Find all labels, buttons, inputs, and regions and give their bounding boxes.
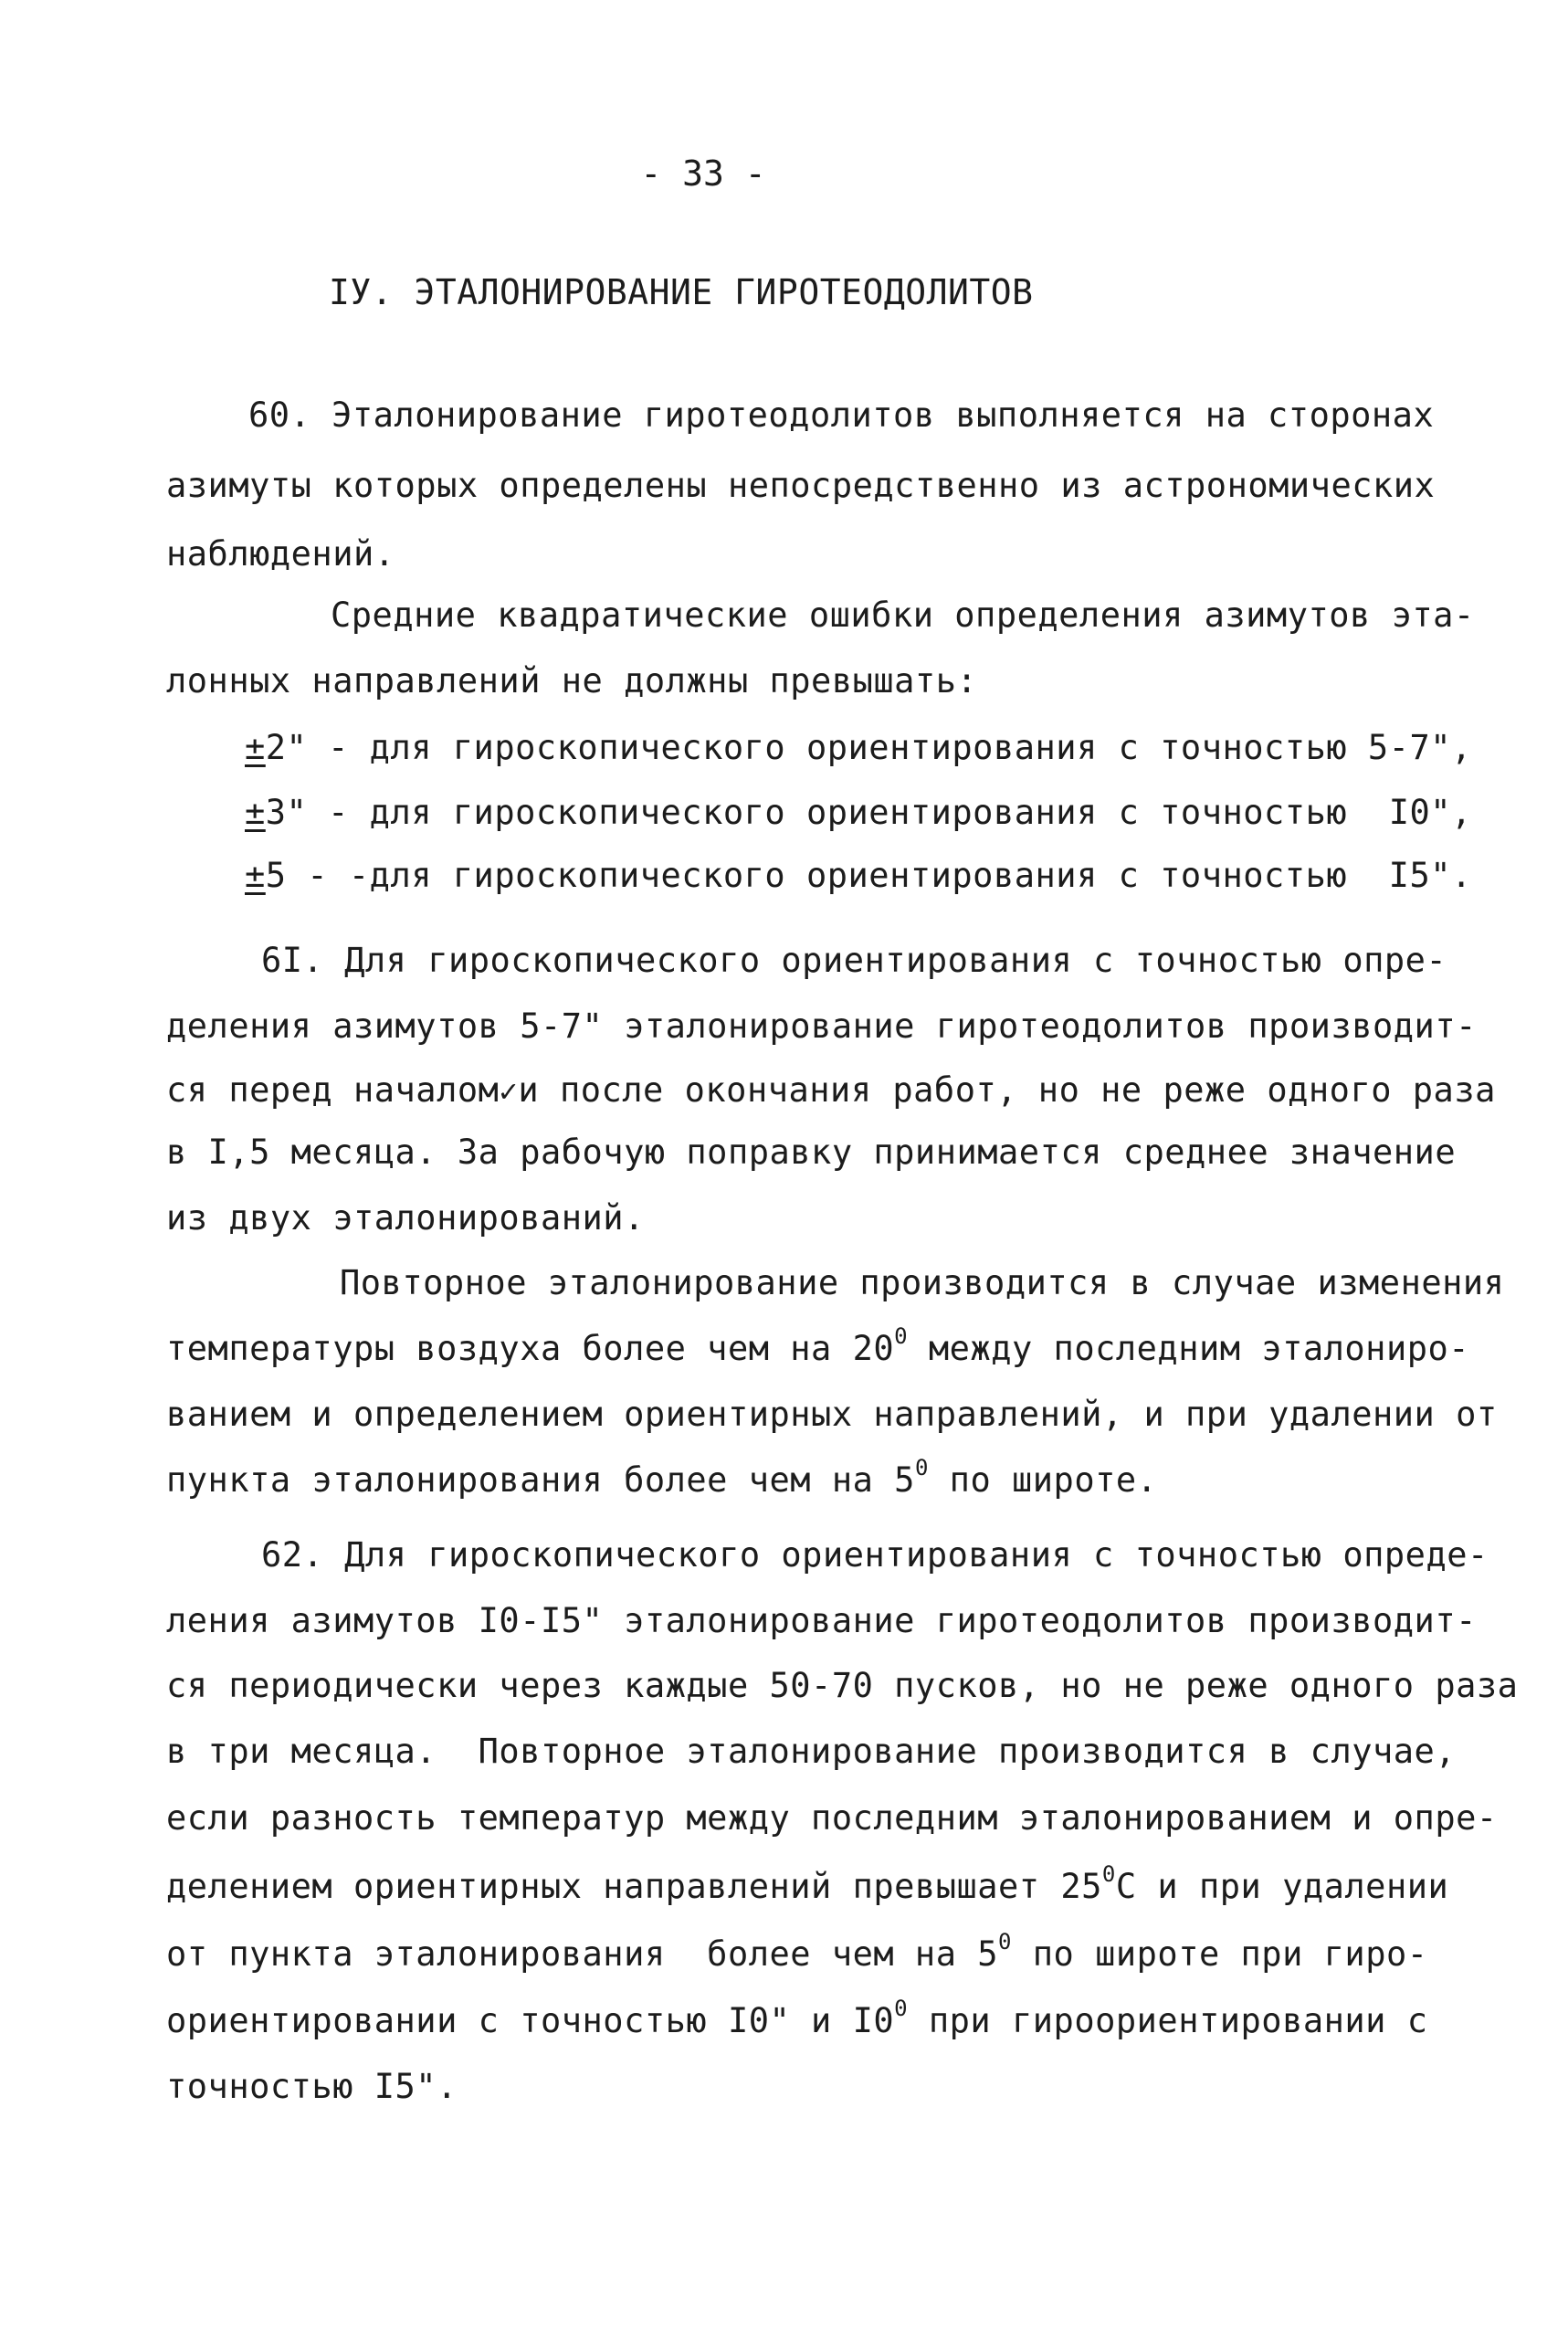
p60-line-4: Средние квадратические ошибки определения азимутов эта- — [331, 595, 1475, 635]
p62-line-3: ся периодически через каждые 50-70 пусков, но не реже одного раза — [166, 1666, 1519, 1705]
p60-line-2: азимуты которых определены непосредственно из астрономических — [166, 466, 1436, 505]
p61-line-9-end: по широте. — [928, 1460, 1158, 1500]
p62-line-6 — [166, 1861, 1449, 1906]
tolerance-text: - -для гироскопического ориентирования с точностью I5". — [286, 856, 1472, 895]
p61-line-7 — [166, 1323, 1470, 1368]
page-number: - 33 - — [640, 153, 766, 194]
tolerance-value: 3" — [265, 793, 308, 832]
p62-line-7-end: по широте при гиро- — [1012, 1934, 1428, 1974]
tolerance-item-2 — [245, 793, 1472, 832]
tolerance-item-1 — [245, 728, 1472, 767]
degree-superscript: 0 — [914, 1455, 929, 1480]
checkmark-icon: ✓ — [499, 1073, 519, 1110]
p61-line-4: в I,5 месяца. За рабочую поправку принимается среднее значение — [166, 1133, 1457, 1172]
degree-superscript: 0 — [894, 1996, 909, 2021]
p61-line-7-end: между последним эталониро- — [908, 1329, 1470, 1368]
p61-line-5: из двух эталонирований. — [166, 1198, 645, 1238]
p61-line-6: Повторное эталонирование производится в случае изменения — [340, 1263, 1505, 1302]
tolerance-pm: ± — [245, 856, 266, 895]
tolerance-text: - для гироскопического ориентирования с точностью I0", — [307, 793, 1472, 832]
p61-line-9-start: пункта эталонирования более чем на 5 — [166, 1460, 915, 1500]
p62-line-8-end: при гироориентировании с — [908, 2001, 1428, 2040]
p61-line-9 — [166, 1455, 1158, 1500]
tolerance-pm: ± — [245, 728, 266, 767]
degree-superscript: 0 — [1101, 1861, 1116, 1887]
p61-line-7-start: температуры воздуха более чем на 20 — [166, 1329, 895, 1368]
p61-line-8: ванием и определением ориентирных направлений, и при удалении от — [166, 1395, 1498, 1434]
p61-line-3 — [166, 1070, 1496, 1110]
p62-line-9: точностью I5". — [166, 2067, 458, 2106]
p62-line-8-start: ориентировании с точностью I0" и I0 — [166, 2001, 895, 2040]
p62-line-5: если разность температур между последним эталонированием и опре- — [166, 1798, 1498, 1838]
p62-line-8 — [166, 1996, 1428, 2040]
p62-line-6-start: делением ориентирных направлений превышает 25 — [166, 1867, 1102, 1906]
p62-line-6-end: С и при удалении — [1115, 1867, 1449, 1906]
p62-line-7-start: от пункта эталонирования более чем на 5 — [166, 1934, 999, 1974]
p60-line-1: 60. Эталонирование гиротеодолитов выполняется на сторонах — [248, 395, 1435, 435]
p62-line-7 — [166, 1929, 1428, 1974]
p62-line-2: ления азимутов I0-I5" эталонирование гиротеодолитов производит- — [166, 1601, 1477, 1640]
tolerance-item-3 — [245, 856, 1472, 895]
p60-line-3: наблюдений. — [166, 534, 395, 574]
degree-superscript: 0 — [894, 1323, 909, 1349]
p61-line-2: деления азимутов 5-7" эталонирование гиротеодолитов производит- — [166, 1006, 1477, 1046]
p61-line-3-end: и после окончания работ, но не реже одного раза — [518, 1070, 1496, 1110]
tolerance-value: 5 — [265, 856, 287, 895]
p61-line-3-start: ся перед началом — [166, 1070, 500, 1110]
tolerance-text: для гироскопического ориентирования с точностью 5-7", — [348, 728, 1472, 767]
p61-line-1: 6I. Для гироскопического ориентирования с точностью опре- — [261, 941, 1447, 980]
degree-superscript: 0 — [998, 1929, 1012, 1954]
p62-line-1: 62. Для гироскопического ориентирования с точностью опреде- — [261, 1535, 1489, 1575]
p62-line-4: в три месяца. Повторное эталонирование производится в случае, — [166, 1732, 1457, 1771]
p60-line-5: лонных направлений не должны превышать: — [166, 661, 978, 701]
tolerance-pm: ± — [245, 793, 266, 832]
tolerance-value: 2" - — [265, 728, 349, 767]
section-heading: IУ. ЭТАЛОНИРОВАНИЕ ГИРОТЕОДОЛИТОВ — [329, 272, 1034, 312]
